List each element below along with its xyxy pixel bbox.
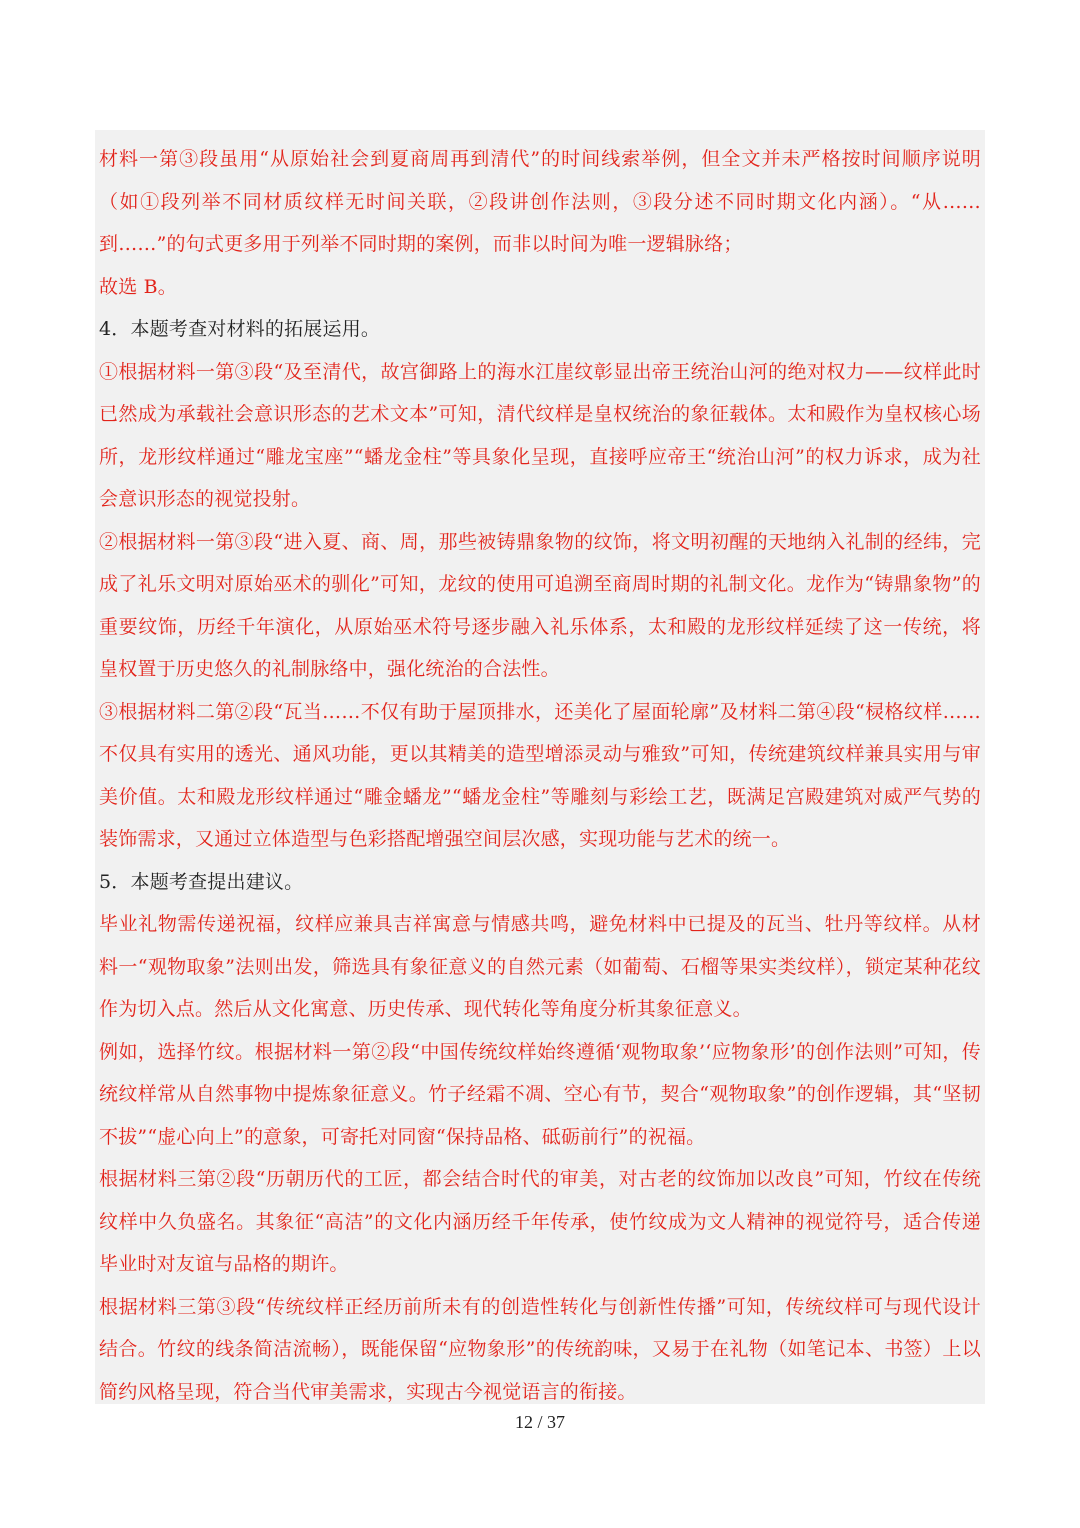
paragraph-q4-point-3: ③根据材料二第②段“瓦当……不仅有助于屋顶排水，还美化了屋面轮廓”及材料二第④段“棂格纹样……不仅具有实用的透光、通风功能，更以其精美的造型增添灵动与雅致”可知，传统建筑纹样兼具实用与审美价值。太和殿龙形纹样通过“雕金蟠龙”“蟠龙金柱”等雕刻与彩绘工艺，既满足宫殿建筑对威严气势的装饰需求，又通过立体造型与色彩搭配增强空间层次感，实现功能与艺术的统一。 bbox=[99, 700, 981, 850]
question-5-heading: 5．本题考查提出建议。 bbox=[99, 870, 304, 893]
paragraph-q4-point-2: ②根据材料一第③段“进入夏、商、周，那些被铸鼎象物的纹饰，将文明初醒的天地纳入礼制的经纬，完成了礼乐文明对原始巫术的驯化”可知，龙纹的使用可追溯至商周时期的礼制文化。龙作为“铸鼎象物”的重要纹饰，历经千年演化，从原始巫术符号逐步融入礼乐体系，太和殿的龙形纹样延续了这一传统，将皇权置于历史悠久的礼制脉络中，强化统治的合法性。 bbox=[99, 530, 981, 680]
page-number: 12 / 37 bbox=[514, 1412, 565, 1432]
paragraph-q5-intro: 毕业礼物需传递祝福，纹样应兼具吉祥寓意与情感共鸣，避免材料中已提及的瓦当、牡丹等纹样。从材料一“观物取象”法则出发，筛选具有象征意义的自然元素（如葡萄、石榴等果实类纹样），锁定某种花纹作为切入点。然后从文化寓意、历史传承、现代转化等角度分析其象征意义。 bbox=[99, 913, 981, 1020]
paragraph-explanation-3: 材料一第③段虽用“从原始社会到夏商周再到清代”的时间线索举例，但全文并未严格按时间顺序说明（如①段列举不同材质纹样无时间关联，②段讲创作法则，③段分述不同时期文化内涵）。“从……到……”的句式更多用于列举不同时期的案例，而非以时间为唯一逻辑脉络； bbox=[99, 148, 981, 255]
paragraph-answer-choice: 故选 B。 bbox=[99, 275, 178, 298]
paragraph-q4-point-1: ①根据材料一第③段“及至清代，故宫御路上的海水江崖纹彰显出帝王统治山河的绝对权力——纹样此时已然成为承载社会意识形态的艺术文本”可知，清代纹样是皇权统治的象征载体。太和殿作为皇权核心场所，龙形纹样通过“雕龙宝座”“蟠龙金柱”等具象化呈现，直接呼应帝王“统治山河”的权力诉求，成为社会意识形态的视觉投射。 bbox=[99, 360, 981, 510]
paragraph-q5-history: 根据材料三第②段“历朝历代的工匠，都会结合时代的审美，对古老的纹饰加以改良”可知，竹纹在传统纹样中久负盛名。其象征“高洁”的文化内涵历经千年传承，使竹纹成为文人精神的视觉符号，适合传递毕业时对友谊与品格的期许。 bbox=[99, 1168, 981, 1275]
answer-content-block bbox=[95, 130, 985, 1404]
paragraph-q5-example: 例如，选择竹纹。根据材料一第②段“中国传统纹样始终遵循‘观物取象’‘应物象形’的创作法则”可知，传统纹样常从自然事物中提炼象征意义。竹子经霜不凋、空心有节，契合“观物取象”的创作逻辑，其“坚韧不拔”“虚心向上”的意象，可寄托对同窗“保持品格、砥砺前行”的祝福。 bbox=[99, 1040, 981, 1148]
question-4-heading: 4．本题考查对材料的拓展运用。 bbox=[99, 318, 381, 340]
paragraph-q5-modern: 根据材料三第③段“传统纹样正经历前所未有的创造性转化与创新性传播”可知，传统纹样可与现代设计结合。竹纹的线条简洁流畅），既能保留“应物象形”的传统韵味，又易于在礼物（如笔记本、书签）上以简约风格呈现，符合当代审美需求，实现古今视觉语言的衔接。 bbox=[99, 1295, 981, 1403]
